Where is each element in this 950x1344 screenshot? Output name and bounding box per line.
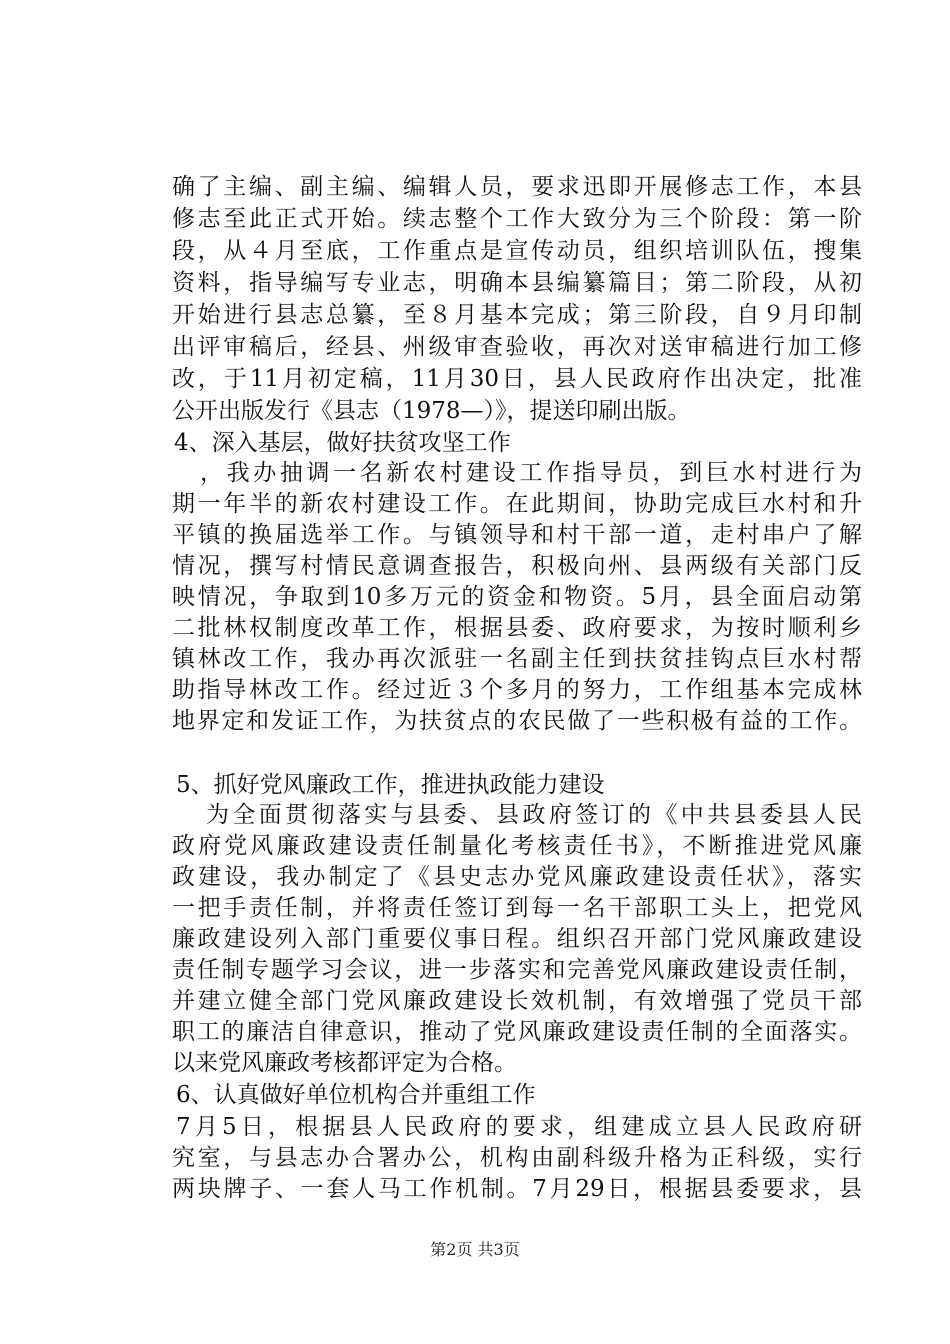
- body-line: 资料，指导编写专业志，明确本县编纂篇目；第二阶段，从初: [172, 270, 862, 296]
- body-line: 政府党风廉政建设责任制量化考核责任书》，不断推进党风廉: [172, 833, 862, 859]
- body-line: 一把手责任制，并将责任签订到每一名干部职工头上，把党风: [172, 895, 862, 921]
- section-heading-4: 4、深入基层，做好扶贫攻坚工作: [174, 430, 511, 456]
- body-line: 确了主编、副主编、编辑人员，要求迅即开展修志工作，本县: [172, 174, 862, 200]
- body-line: 段，从４月至底，工作重点是宣传动员，组织培训队伍，搜集: [172, 238, 862, 264]
- body-line: 期一年半的新农村建设工作。在此期间，协助完成巨水村和升: [172, 491, 862, 517]
- body-line: 情况，撰写村情民意调查报告，积极向州、县两级有关部门反: [172, 553, 862, 579]
- page-footer: 第2页 共3页: [430, 1240, 520, 1259]
- body-line: 两块牌子、一套人马工作机制。7月29日，根据县委要求，县: [172, 1176, 862, 1202]
- body-line: 责任制专题学习会议，进一步落实和完善党风廉政建设责任制，: [172, 957, 862, 983]
- body-line: 公开出版发行《县志（1978—）》，提送印刷出版。: [172, 398, 691, 424]
- body-line: ，我办抽调一名新农村建设工作指导员，到巨水村进行为: [200, 460, 862, 486]
- body-line: 以来党风廉政考核都评定为合格。: [172, 1050, 517, 1076]
- body-line: 究室，与县志办合署办公，机构由副科级升格为正科级，实行: [172, 1145, 862, 1171]
- body-line: 助指导林改工作。经过近３个多月的努力，工作组基本完成林: [172, 677, 862, 703]
- body-line: 平镇的换届选举工作。与镇领导和村干部一道，走村串户了解: [172, 522, 862, 548]
- body-line: 映情况，争取到10多万元的资金和物资。5月，县全面启动第: [172, 584, 862, 610]
- body-line: 开始进行县志总纂，至８月基本完成；第三阶段，自９月印制: [172, 302, 862, 328]
- body-line: 政建设，我办制定了《县史志办党风廉政建设责任状》，落实: [172, 864, 862, 890]
- body-line: 为全面贯彻落实与县委、县政府签订的《中共县委县人民: [206, 802, 862, 828]
- section-heading-5: 5、抓好党风廉政工作，推进执政能力建设: [176, 772, 605, 798]
- body-line: 廉政建设列入部门重要仪事日程。组织召开部门党风廉政建设: [172, 926, 862, 952]
- body-line: 地界定和发证工作，为扶贫点的农民做了一些积极有益的工作。: [172, 708, 862, 734]
- body-line: 7月5日，根据县人民政府的要求，组建成立县人民政府研: [176, 1114, 862, 1140]
- body-line: 出评审稿后，经县、州级审查验收，再次对送审稿进行加工修: [172, 334, 862, 360]
- body-line: 修志至此正式开始。续志整个工作大致分为三个阶段：第一阶: [172, 206, 862, 232]
- body-line: 改，于11月初定稿，11月30日，县人民政府作出决定，批准: [172, 366, 862, 392]
- body-line: 并建立健全部门党风廉政建设长效机制，有效增强了党员干部: [172, 988, 862, 1014]
- body-line: 职工的廉洁自律意识，推动了党风廉政建设责任制的全面落实。: [172, 1019, 862, 1045]
- body-line: 二批林权制度改革工作，根据县委、政府要求，为按时顺利乡: [172, 615, 862, 641]
- body-line: 镇林改工作，我办再次派驻一名副主任到扶贫挂钩点巨水村帮: [172, 646, 862, 672]
- section-heading-6: 6、认真做好单位机构合并重组工作: [176, 1082, 536, 1108]
